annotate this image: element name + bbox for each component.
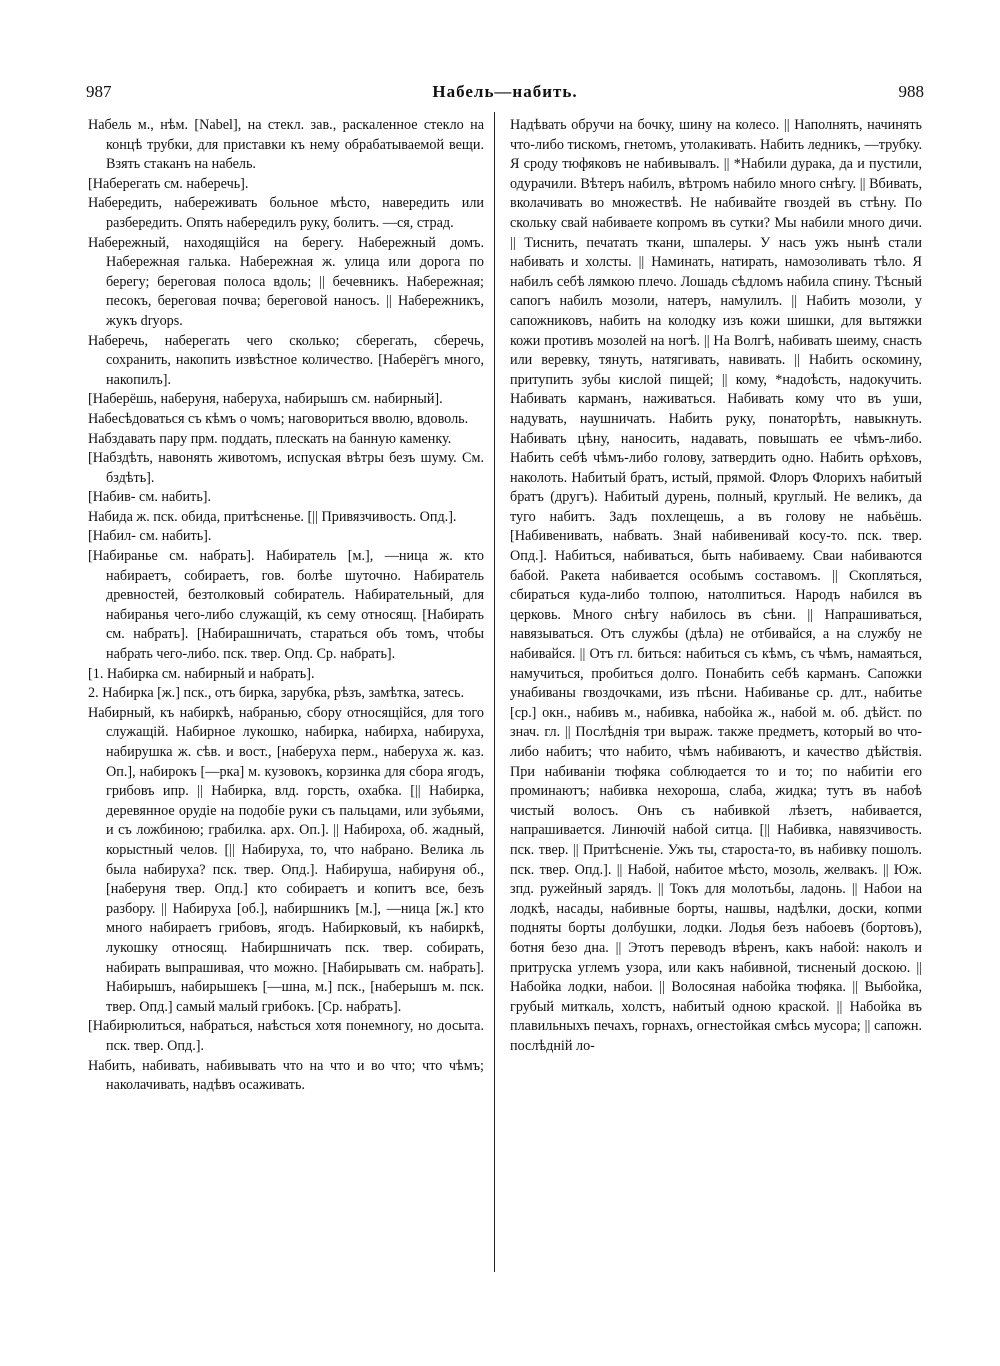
page-number-right: 988: [898, 82, 924, 101]
entry-nabil: [Набил- см. набить].: [88, 528, 212, 545]
page-header: [86, 82, 924, 108]
entry-nabel: Набель м., нѣм. [Nabel], на стекл. зав., раскаленное стекло на концѣ трубки, для приставки къ нему обрабатываемой вещи. Взять стаканъ на набель.: [88, 117, 484, 173]
entry-nabida: Набида ж. пск. обида, притѣсненье. [|| Привязчивость. Опд.].: [88, 508, 457, 525]
entry-nabit-continued: Надѣвать обручи на бочку, шину на колесо. || Наполнять, начинять что-либо тискомъ, гнетомъ, утолакивать. Набить ледникъ, —трубку. Я сроду тюфяковъ не набивывалъ. || *Набили дурака, да и пустили, одурачили. Вѣтеръ набилъ, вѣтромъ набило много снѣгу. || Вбивать, вколачивать во множествѣ. Не набивайте гвоздей въ стѣну. По скольку свай набиваете копромъ въ сутки? Мы набили много дичи. || Тиснить, печатать ткани, шпалеры. У насъ ужъ нынѣ стали набивать и холсты. || Наминать, натирать, намозоливать тѣло. Я набилъ себѣ лямкою плечо. Лошадь сѣдломъ набила спину. Тѣсный сапогъ набилъ мозоли, натеръ, намулилъ. || Набить мозоли, у сапожниковъ, набить на колодку изъ кожи шишки, для вытяжки кожи противъ мозолей на ногѣ. || На Волгѣ, набивать шеиму, снасть или веревку, тянуть, натягивать, навивать. || Набить оскомину, притупить зубы кислой пищей; || кому, *надоѣсть, надокучить. Набивать карманъ, наживаться. Набивать кому что въ уши, надувать, наушничать. Набить руку, понаторѣть, навыкнуть. Набивать цѣну, наносить, надавать, повышать ее чѣмъ-либо. Набить себѣ чѣмъ-либо голову, затвердить одно. Набить орѣховъ, наколоть. Набитый братъ, истый, прямой. Флоръ Флорихъ набитый братъ (другъ). Набитый дурень, полный, круглый. Не великъ, да туго набитъ. Задъ похлещешь, а въ голову не набьёшь. [Набивенивать, набвать. Знай набивенивай косу-то. пск. твер. Опд.]. Набиться, набиваться, быть набиваему. Сваи набиваются бабой. Ракета набивается особымъ составомъ. || Скопляться, сбираться куда-либо толпою, натолпиться. Народъ набился въ церковь. Много снѣгу набилось въ сѣни. || Напрашиваться, навязываться. Отъ службы (дѣла) не отбивайся, а на службу не набивайся. || Отъ гл. биться: набиться съ кѣмъ, съ чѣмъ, намаяться, намучиться, пробиться долго. Понабить себѣ карманъ. Сапожки унабиваны гвоздочками, изъ пѣсни. Набиванье ср. длт., набитье [ср.] окн., набивъ м., набивка, набойка ж., набой м. об. дѣйст. по знач. гл. || Послѣднія три выраж. также предметъ, который во что-либо набитъ; что набито, чѣмъ набиваютъ, и качество дѣйствія. При набиваніи тюфяка соблюдается то и то; по набитіи его проминаютъ; набивка нехороша, слаба, жидка; тутъ въ набоѣ чистый волосъ. Онъ съ набивкой лѣзетъ, набивается, напрашивается. Линючій набой ситца. [|| Набивка, навязчивость. пск. твер. || Притѣсненіе. Ужъ ты, староста-то, въ набивку пошолъ. пск. твер. Опд.]. || Набой, набитое мѣсто, мозоль, желвакъ. || Юж. зпд. ружейный зарядъ. || Токъ для молотьбы, ладонь. || Набои на лодкѣ, насады, набивные борты, нашвы, надѣлки, доски, копми подняты борты долбушки, лодки. Лодья безъ набоевъ (бортовъ), ботня безо дна. || Этотъ переводъ вѣренъ, какъ набой: наколъ и притруска углемъ узора, или какъ набивной, тисненый доскою. || Набойка лодки, набои. || Волосяная набойка тюфяка. || Выбойка, грубый миткаль, холстъ, набитый одною краской. || Набойка въ плавильныхъ печахъ, горнахъ, огнестойкая смѣсь мусора; || сапожн. послѣдній ло-: [510, 117, 923, 1054]
entry-naberezhny: Набережный, находящійся на берегу. Набережный домъ. Набережная галька. Набережная ж. улица или дорога по берегу; береговая полоса вдоль; || бечевникъ. Набережная; песокъ, береговая почва; береговой наносъ. || Набережникъ, жукъ dryops.: [88, 234, 484, 329]
entry-naberech: Наберечь, наберегать чего сколько; сберегать, сберечь, сохранить, накопить извѣстное количество. [Наберёгъ много, накопилъ].: [88, 332, 484, 388]
entry-nabiryulitsya: [Набирюлиться, набраться, наѣсться хотя понемногу, но досыта. пск. твер. Опд.].: [88, 1018, 484, 1054]
column-divider: [494, 112, 495, 1272]
entry-nabesedovatsya: Набесѣдоваться съ кѣмъ о чомъ; наговориться вволю, вдоволь.: [88, 410, 469, 427]
running-title: Набель—набить.: [432, 82, 578, 101]
page-number-left: 987: [86, 82, 112, 101]
entry-nabzdavat: Набздавать пару прм. поддать, плескать на банную каменку.: [88, 430, 452, 447]
entry-nabit: Набить, набивать, набивывать что на что и во что; что чѣмъ; наколачивать, надѣвъ осаживать.: [88, 1057, 484, 1094]
right-column: [510, 116, 922, 1057]
entry-nabередить: Набередить, набереживать больное мѣсто, навередить или разбередить. Опять набередилъ руку, болитъ. —ся, страд.: [88, 195, 484, 231]
entry-nabiranie: [Набиранье см. набрать]. Набиратель [м.], —ница ж. кто набираетъ, собираетъ, гов. болѣе шуточно. Набиратель древностей, безтолковый собиратель. Набирательный, для набиранья чего-либо служащій, къ сему относящ. [Набирать см. набрать]. [Набирашничать, стараться объ томъ, чтобы набрать чего-либо. пск. твер. Опд. Ср. набрать].: [88, 548, 484, 663]
entry-nabzdet: [Набздѣть, навонять животомъ, испуская вѣтры безъ шуму. См. бздѣть].: [88, 450, 484, 486]
entry-nabyoresh: [Наберёшь, наберуня, наберуха, набирышъ см. набирный].: [88, 391, 443, 408]
left-column: [88, 116, 484, 1096]
entry-nabirny: Набирный, къ набиркѣ, набранью, сбору относящійся, для того служащій. Набирное лукошко, набирка, набирха, набируха, набирушка ж. сѣв. и вост., [наберуха перм., наберуха ж. каз. Оп.], набирокъ [—рка] м. кузовокъ, корзинка для сбора ягодъ, грибовъ ипр. || Набирка, влд. горсть, охабка. [|| Набирка, деревянное орудіе на подобіе руки съ пальцами, или зубьями, и съ ложбиною; грабилка. арх. Оп.]. || Набироха, об. жадный, корыстный челов. [|| Набируха, то, что набрано. Велика ль была набируха? пск. твер. Опд.]. Набируша, набируня об., [наберуня твер. Опд.] кто собираетъ и копитъ все, безъ разбору. || Набируха [об.], набиршникъ [м.], —ница [ж.] кто много набираетъ грибовъ, ягодъ. Набирковый, къ набиркѣ, лукошку относящ. Набиршничать пск. твер. собирать, набирать выпрашивая, что можно. [Набирывать см. набрать]. Набирышъ, набирышекъ [—шна, м.] пск., [наберышъ м. пск. твер. Опд.] самый малый грибокъ. [Ср. набрать].: [88, 704, 484, 1015]
entry-nabirka-1: [1. Набирка см. набирный и набрать].: [88, 665, 315, 682]
entry-nabiv: [Набив- см. набить].: [88, 489, 212, 506]
entry-nabirka-2: 2. Набирка [ж.] пск., отъ бирка, зарубка, рѣзъ, замѣтка, затесь.: [88, 685, 465, 702]
entry-naberegat: [Наберегать см. наберечь].: [88, 175, 249, 192]
